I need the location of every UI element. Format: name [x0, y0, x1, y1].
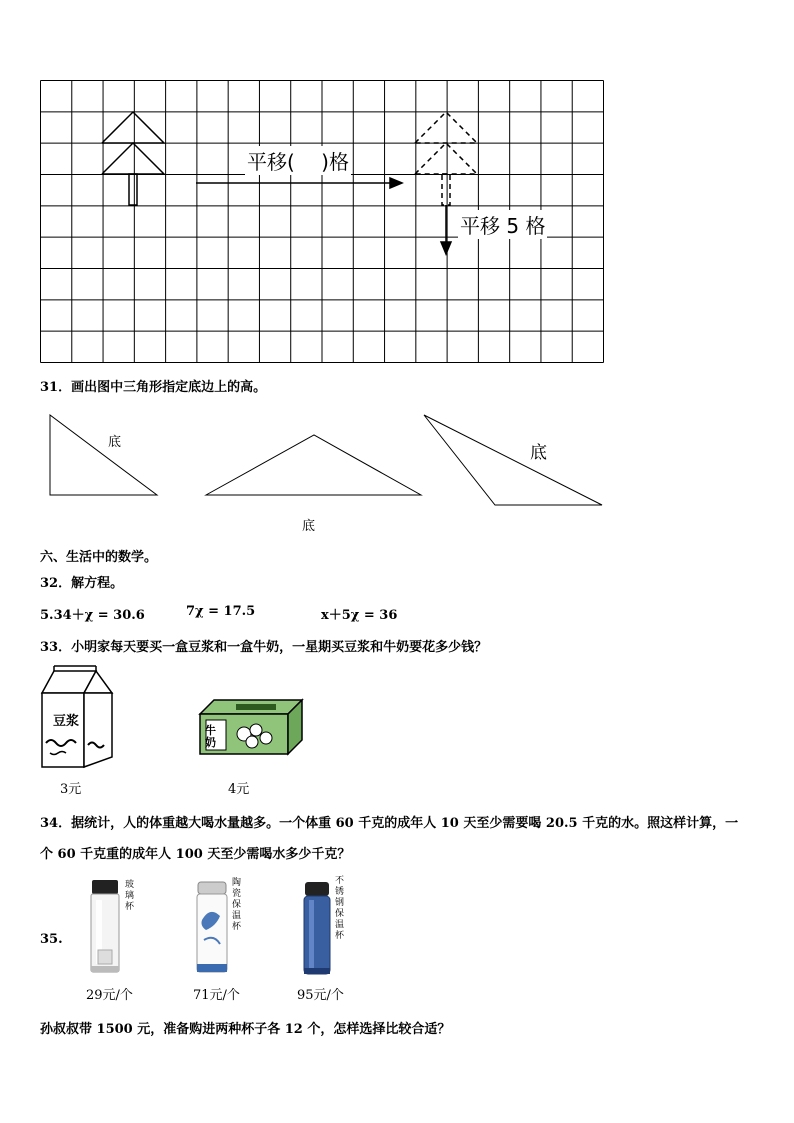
translate-blank-label: 平移( )格: [245, 146, 351, 175]
base-label-1: 底: [108, 435, 122, 450]
section6-title: 六、生活中的数学。: [40, 550, 158, 565]
q31-text: 31．画出图中三角形指定底边上的高。: [40, 380, 267, 395]
stainless-thermos-price: 95元/个: [297, 988, 344, 1003]
glass-cup-name: 玻璃杯: [125, 880, 135, 912]
translate-5-label: 平移 5 格: [458, 210, 547, 239]
ceramic-thermos-icon: [194, 880, 230, 976]
q35-number: 35.: [40, 932, 63, 947]
q32-text: 32．解方程。: [40, 576, 124, 591]
base-label-2: 底: [302, 519, 316, 534]
triangle-2: [206, 435, 421, 495]
ceramic-thermos-price: 71元/个: [193, 988, 240, 1003]
milk-price: 4元: [228, 782, 250, 797]
q35-question: 孙叔叔带 1500 元，准备购进两种杯子各 12 个，怎样选择比较合适？: [40, 1022, 451, 1037]
milk-box-text: 牛奶: [205, 724, 216, 749]
translation-grid: [40, 80, 604, 367]
q33-text: 33．小明家每天要买一盒豆浆和一盒牛奶，一星期买豆浆和牛奶要花多少钱？: [40, 640, 488, 655]
base-label-3: 底: [530, 443, 547, 463]
stainless-thermos-icon: [302, 880, 332, 976]
equation-2: 7χ = 17.5: [186, 604, 256, 619]
horizontal-arrow: [196, 178, 402, 188]
glass-cup-price: 29元/个: [86, 988, 133, 1003]
original-tree: [102, 112, 164, 205]
translated-tree: [415, 112, 477, 205]
triangle-3: [424, 415, 602, 505]
q34-line1: 34．据统计，人的体重越大喝水量越多。一个体重 60 千克的成年人 10 天至少需要喝 20.5 千克的水。照这样计算，一: [40, 816, 739, 831]
ceramic-thermos-name: 陶瓷保温杯: [232, 878, 242, 932]
soymilk-box-text: 豆浆: [53, 714, 80, 729]
triangles-svg: [0, 405, 794, 515]
triangle-1: [50, 415, 157, 495]
glass-cup-icon: [88, 878, 122, 976]
equation-3: x＋5χ = 36: [321, 608, 398, 623]
stainless-thermos-name: 不锈钢保温杯: [335, 876, 345, 941]
soymilk-price: 3元: [60, 782, 82, 797]
vertical-arrow: [441, 205, 451, 254]
equation-1: 5.34＋χ = 30.6: [40, 608, 145, 623]
q34-line2: 个 60 千克重的成年人 100 天至少需喝水多少千克？: [40, 847, 351, 862]
